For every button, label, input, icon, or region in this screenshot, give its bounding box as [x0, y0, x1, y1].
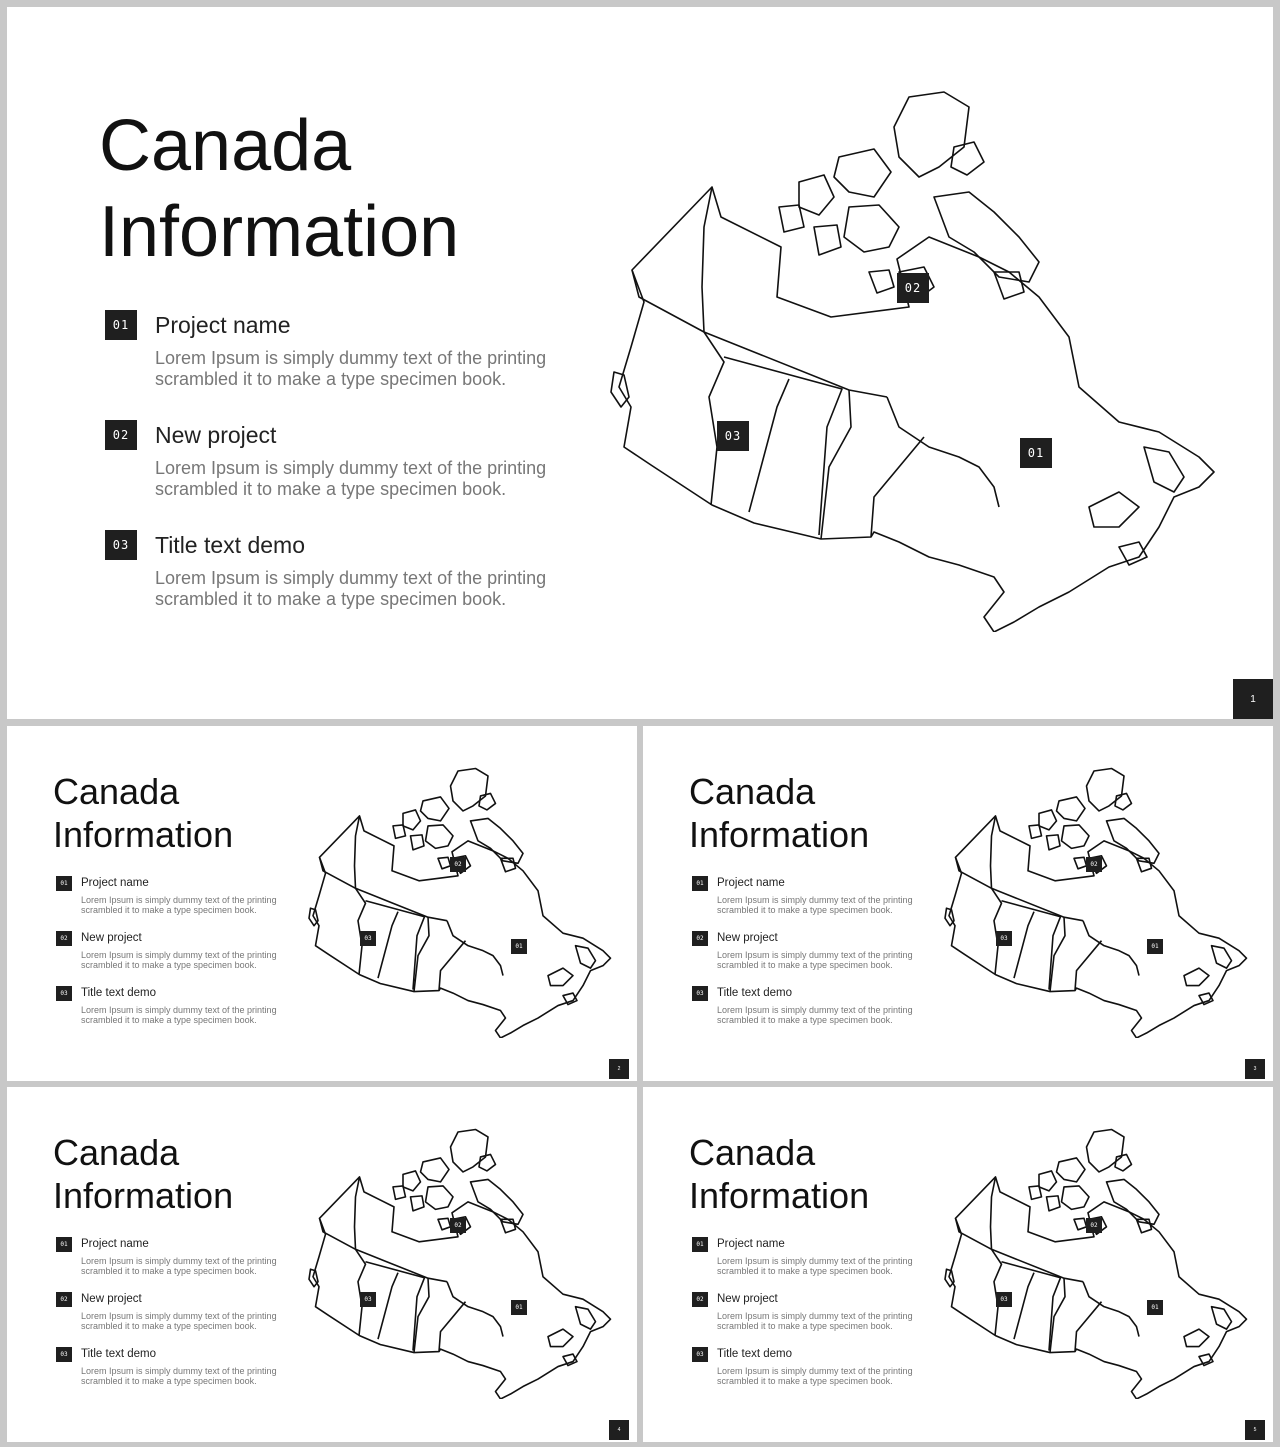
map-shape [991, 1177, 996, 1249]
map-shape [548, 968, 573, 985]
list-item [56, 1237, 286, 1292]
map-shape [438, 857, 451, 868]
map-shape [1089, 492, 1139, 527]
map-marker-02: 02 [450, 1218, 466, 1233]
info-list [692, 876, 922, 1041]
info-list [56, 876, 286, 1041]
item-number-badge: 02 [105, 420, 137, 450]
map-shape [1047, 835, 1061, 850]
map-marker-01: 01 [511, 1300, 527, 1315]
map-marker-01: 01 [1147, 939, 1163, 954]
map-shape [844, 205, 899, 252]
item-description: Lorem Ipsum is simply dummy text of the printing scrambled it to make a type specimen book. [717, 895, 913, 916]
map-shape [479, 793, 496, 809]
item-title: Project name [155, 312, 291, 338]
item-title: New project [717, 932, 778, 944]
canada-map [939, 766, 1257, 1038]
item-title: Title text demo [717, 1348, 792, 1360]
map-shape [1074, 857, 1087, 868]
item-number-badge: 02 [56, 931, 72, 946]
map-outline [949, 816, 1247, 1038]
map-shape [871, 437, 924, 537]
map-shape [1057, 797, 1086, 821]
list-item [105, 420, 555, 530]
map-shape [576, 946, 596, 968]
map-shape [411, 1196, 425, 1211]
map-shape [1075, 1302, 1102, 1352]
list-item [56, 931, 286, 986]
map-shape [749, 379, 789, 512]
map-shape [479, 1154, 496, 1170]
item-description: Lorem Ipsum is simply dummy text of the printing scrambled it to make a type specimen book. [717, 1005, 913, 1026]
map-shape [956, 857, 1084, 920]
map-shape [1029, 1186, 1042, 1199]
item-description: Lorem Ipsum is simply dummy text of the printing scrambled it to make a type specimen book. [81, 1366, 277, 1387]
map-shape [1083, 921, 1139, 976]
map-shape [548, 1329, 573, 1346]
map-shape [1039, 810, 1057, 830]
item-description: Lorem Ipsum is simply dummy text of the printing scrambled it to make a type specimen book. [717, 1366, 913, 1387]
list-item [105, 310, 555, 420]
info-list [105, 310, 555, 640]
map-shape [1107, 1179, 1160, 1224]
map-shape [438, 1218, 451, 1229]
item-title: New project [81, 1293, 142, 1305]
slide-title: Canada Information [53, 1132, 234, 1216]
item-number-badge: 01 [56, 1237, 72, 1252]
item-description: Lorem Ipsum is simply dummy text of the printing scrambled it to make a type specimen book. [717, 1311, 913, 1332]
map-shape [1039, 1171, 1057, 1191]
page-number: 4 [609, 1420, 629, 1440]
map-shape [439, 1302, 466, 1352]
list-item [692, 986, 922, 1041]
slide-3[interactable] [643, 726, 1273, 1081]
item-number-badge: 03 [692, 1347, 708, 1362]
map-shape [1087, 1129, 1125, 1171]
map-shape [393, 825, 406, 838]
list-item [105, 530, 555, 640]
map-shape [1212, 946, 1232, 968]
map-shape [1212, 1307, 1232, 1329]
map-marker-02: 02 [1086, 857, 1102, 872]
info-list [692, 1237, 922, 1402]
item-number-badge: 03 [56, 986, 72, 1001]
map-marker-01: 01 [1020, 438, 1052, 468]
slide-2[interactable] [7, 726, 637, 1081]
map-shape [799, 175, 834, 215]
map-shape [1115, 793, 1132, 809]
map-shape [869, 270, 894, 293]
slide-1[interactable] [7, 7, 1273, 719]
item-number-badge: 03 [692, 986, 708, 1001]
map-shape [447, 921, 503, 976]
canada-map [939, 1127, 1257, 1399]
map-shape [821, 390, 851, 539]
map-shape [471, 1179, 524, 1224]
map-shape [426, 1186, 454, 1209]
map-marker-03: 03 [996, 931, 1012, 946]
slide-5[interactable] [643, 1087, 1273, 1442]
map-shape [951, 142, 984, 175]
list-item [692, 1347, 922, 1402]
list-item [56, 1347, 286, 1402]
item-description: Lorem Ipsum is simply dummy text of the printing scrambled it to make a type specimen book. [81, 950, 277, 971]
item-number-badge: 01 [105, 310, 137, 340]
slide-title: Canada Information [53, 771, 234, 855]
map-shape [834, 149, 891, 197]
map-shape [1107, 818, 1160, 863]
item-title: New project [717, 1293, 778, 1305]
item-description: Lorem Ipsum is simply dummy text of the printing scrambled it to make a type specimen book. [155, 568, 547, 609]
map-shape [378, 912, 398, 978]
map-marker-03: 03 [360, 1292, 376, 1307]
item-title: Title text demo [155, 532, 305, 558]
item-number-badge: 02 [56, 1292, 72, 1307]
map-marker-02: 02 [897, 273, 929, 303]
map-shape [355, 816, 360, 888]
item-description: Lorem Ipsum is simply dummy text of the printing scrambled it to make a type specimen book. [81, 1311, 277, 1332]
map-shape [576, 1307, 596, 1329]
list-item [692, 1292, 922, 1347]
map-shape [1057, 1158, 1086, 1182]
map-shape [421, 1158, 450, 1182]
map-shape [439, 941, 466, 991]
item-title: Project name [81, 877, 149, 889]
canada-map [599, 87, 1235, 632]
item-description: Lorem Ipsum is simply dummy text of the printing scrambled it to make a type specimen book. [81, 1256, 277, 1277]
slide-4[interactable] [7, 1087, 637, 1442]
map-shape [1087, 768, 1125, 810]
map-shape [1047, 1196, 1061, 1211]
map-shape [1029, 825, 1042, 838]
map-outline [949, 1177, 1247, 1399]
map-shape [702, 187, 712, 332]
map-shape [814, 225, 841, 255]
map-shape [991, 816, 996, 888]
map-shape [1014, 1273, 1034, 1339]
item-title: Project name [81, 1238, 149, 1250]
map-shape [320, 857, 448, 920]
map-shape [403, 1171, 421, 1191]
item-description: Lorem Ipsum is simply dummy text of the printing scrambled it to make a type specimen book. [155, 458, 547, 499]
item-title: Title text demo [717, 987, 792, 999]
item-number-badge: 01 [56, 876, 72, 891]
list-item [56, 876, 286, 931]
map-shape [393, 1186, 406, 1199]
map-shape [956, 1218, 1084, 1281]
map-shape [1184, 1329, 1209, 1346]
map-marker-02: 02 [1086, 1218, 1102, 1233]
map-shape [320, 1218, 448, 1281]
map-shape [1075, 941, 1102, 991]
map-shape [1014, 912, 1034, 978]
item-description: Lorem Ipsum is simply dummy text of the printing scrambled it to make a type specimen book. [155, 348, 547, 389]
item-number-badge: 03 [105, 530, 137, 560]
item-description: Lorem Ipsum is simply dummy text of the printing scrambled it to make a type specimen book. [81, 1005, 277, 1026]
list-item [692, 876, 922, 931]
map-shape [355, 1177, 360, 1249]
item-number-badge: 01 [692, 1237, 708, 1252]
page-number: 5 [1245, 1420, 1265, 1440]
map-marker-03: 03 [360, 931, 376, 946]
slide-title: Canada Information [99, 106, 460, 272]
list-item [56, 986, 286, 1041]
page-number: 2 [609, 1059, 629, 1079]
info-list [56, 1237, 286, 1402]
page-number: 3 [1245, 1059, 1265, 1079]
map-marker-01: 01 [511, 939, 527, 954]
item-description: Lorem Ipsum is simply dummy text of the printing scrambled it to make a type specimen book. [717, 1256, 913, 1277]
map-marker-01: 01 [1147, 1300, 1163, 1315]
map-shape [1074, 1218, 1087, 1229]
page-number: 1 [1233, 679, 1273, 719]
map-shape [1144, 447, 1184, 492]
list-item [56, 1292, 286, 1347]
map-marker-03: 03 [996, 1292, 1012, 1307]
map-shape [632, 270, 887, 397]
item-number-badge: 01 [692, 876, 708, 891]
map-shape [426, 825, 454, 848]
slide-title: Canada Information [689, 1132, 870, 1216]
map-shape [704, 332, 724, 505]
item-title: Project name [717, 1238, 785, 1250]
map-shape [451, 768, 489, 810]
map-outline [619, 187, 1214, 632]
item-title: New project [155, 422, 277, 448]
item-title: New project [81, 932, 142, 944]
map-shape [1083, 1282, 1139, 1337]
map-shape [378, 1273, 398, 1339]
map-shape [403, 810, 421, 830]
item-title: Title text demo [81, 987, 156, 999]
map-shape [421, 797, 450, 821]
map-shape [447, 1282, 503, 1337]
item-description: Lorem Ipsum is simply dummy text of the printing scrambled it to make a type specimen book. [717, 950, 913, 971]
map-shape [451, 1129, 489, 1171]
canada-map [303, 1127, 621, 1399]
map-marker-03: 03 [717, 421, 749, 451]
item-title: Title text demo [81, 1348, 156, 1360]
map-shape [1115, 1154, 1132, 1170]
slide-title: Canada Information [689, 771, 870, 855]
map-outline [313, 1177, 611, 1399]
map-outline [313, 816, 611, 1038]
map-shape [1062, 1186, 1090, 1209]
list-item [692, 931, 922, 986]
item-description: Lorem Ipsum is simply dummy text of the printing scrambled it to make a type specimen book. [81, 895, 277, 916]
map-shape [934, 192, 1039, 282]
map-marker-02: 02 [450, 857, 466, 872]
map-shape [411, 835, 425, 850]
item-number-badge: 02 [692, 1292, 708, 1307]
map-shape [1184, 968, 1209, 985]
map-shape [1062, 825, 1090, 848]
map-shape [779, 205, 804, 232]
list-item [692, 1237, 922, 1292]
canada-map [303, 766, 621, 1038]
map-shape [887, 397, 999, 507]
map-shape [894, 92, 969, 177]
item-title: Project name [717, 877, 785, 889]
item-number-badge: 02 [692, 931, 708, 946]
map-shape [471, 818, 524, 863]
item-number-badge: 03 [56, 1347, 72, 1362]
